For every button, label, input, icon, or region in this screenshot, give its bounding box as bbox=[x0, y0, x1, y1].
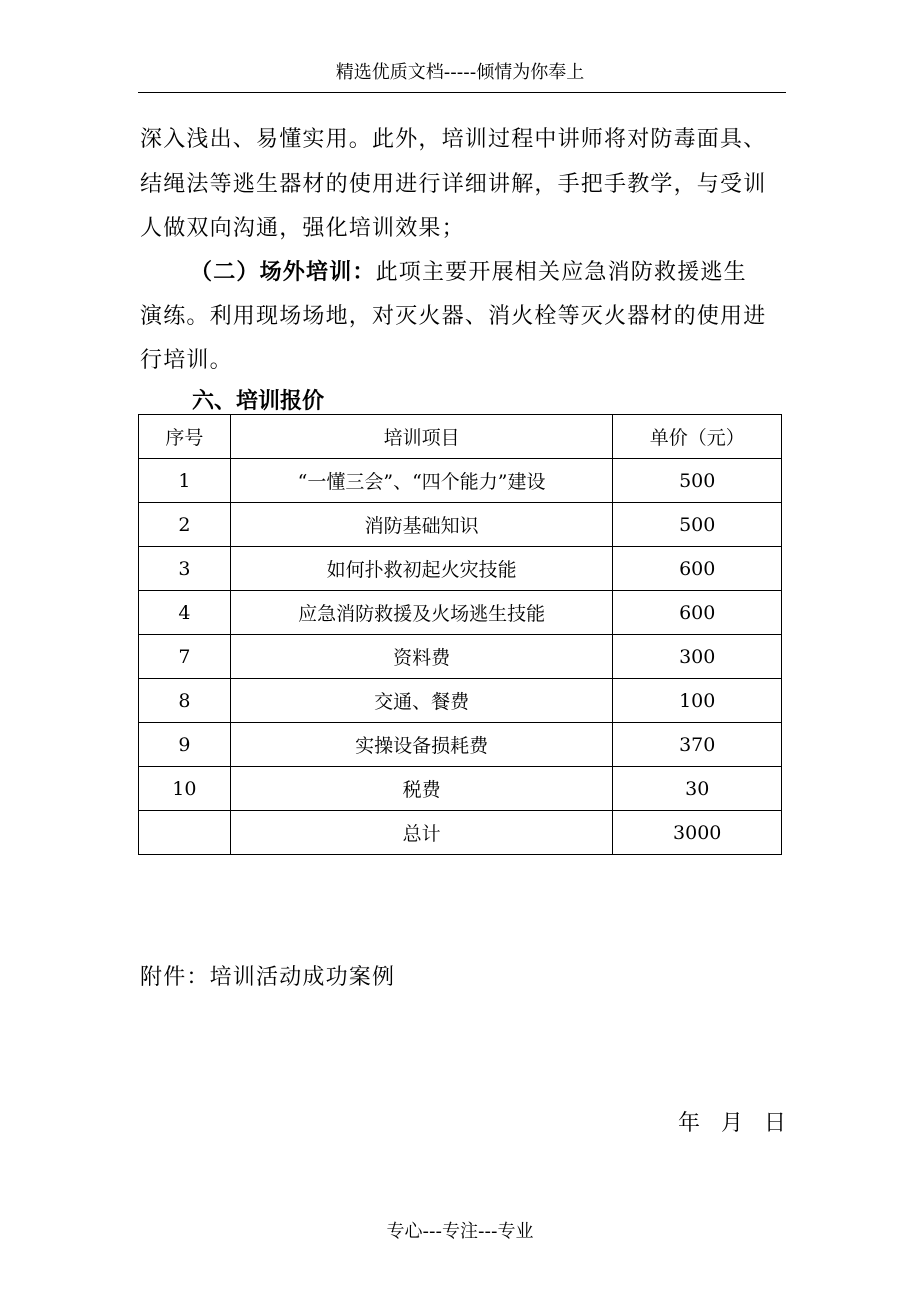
table-row bbox=[139, 635, 782, 679]
row-number: 8 bbox=[139, 679, 231, 723]
row-item: 交通、餐费 bbox=[230, 679, 613, 723]
row-item: 应急消防救援及火场逃生技能 bbox=[230, 591, 613, 635]
row-price: 30 bbox=[613, 767, 782, 811]
header-divider bbox=[138, 92, 786, 93]
paragraph-line-5: 演练。利用现场场地，对灭火器、消火栓等灭火器材的使用进 bbox=[140, 304, 767, 329]
row-price: 500 bbox=[613, 459, 782, 503]
table-total-row bbox=[139, 811, 782, 855]
table-row bbox=[139, 679, 782, 723]
paragraph-line-1: 深入浅出、易懂实用。此外，培训过程中讲师将对防毒面具、 bbox=[140, 127, 767, 152]
row-number: 7 bbox=[139, 635, 231, 679]
row-number: 2 bbox=[139, 503, 231, 547]
table-row bbox=[139, 547, 782, 591]
header-item: 培训项目 bbox=[230, 415, 613, 459]
subsection-heading-offsite-training: （二）场外培训： bbox=[190, 259, 376, 285]
row-item: “一懂三会”、“四个能力”建设 bbox=[230, 459, 613, 503]
paragraph-line-3: 人做双向沟通，强化培训效果； bbox=[140, 216, 465, 241]
row-number: 10 bbox=[139, 767, 231, 811]
table-header-row bbox=[139, 415, 782, 459]
row-price: 370 bbox=[613, 723, 782, 767]
table-row bbox=[139, 503, 782, 547]
section-title-pricing: 六、培训报价 bbox=[192, 389, 325, 414]
paragraph-line-4-text: 此项主要开展相关应急消防救援逃生 bbox=[375, 260, 747, 285]
pricing-table bbox=[138, 414, 782, 855]
page-footer: 专心---专注---专业 bbox=[386, 1221, 534, 1242]
total-empty-cell bbox=[139, 811, 231, 855]
row-price: 600 bbox=[613, 547, 782, 591]
header-number: 序号 bbox=[139, 415, 231, 459]
row-item: 税费 bbox=[230, 767, 613, 811]
row-price: 600 bbox=[613, 591, 782, 635]
paragraph-line-4 bbox=[190, 255, 840, 286]
row-price: 500 bbox=[613, 503, 782, 547]
date-line: 年 月 日 bbox=[678, 1111, 786, 1136]
table-row bbox=[139, 767, 782, 811]
paragraph-line-2: 结绳法等逃生器材的使用进行详细讲解，手把手教学，与受训 bbox=[140, 172, 767, 197]
row-number: 4 bbox=[139, 591, 231, 635]
paragraph-line-6: 行培训。 bbox=[140, 348, 233, 373]
table-row bbox=[139, 723, 782, 767]
row-item: 实操设备损耗费 bbox=[230, 723, 613, 767]
row-price: 100 bbox=[613, 679, 782, 723]
row-item: 资料费 bbox=[230, 635, 613, 679]
page-header: 精选优质文档-----倾情为你奉上 bbox=[335, 62, 585, 83]
row-item: 消防基础知识 bbox=[230, 503, 613, 547]
total-value: 3000 bbox=[613, 811, 782, 855]
row-number: 1 bbox=[139, 459, 231, 503]
row-number: 3 bbox=[139, 547, 231, 591]
row-price: 300 bbox=[613, 635, 782, 679]
row-number: 9 bbox=[139, 723, 231, 767]
row-item: 如何扑救初起火灾技能 bbox=[230, 547, 613, 591]
total-label: 总计 bbox=[230, 811, 613, 855]
header-price: 单价（元） bbox=[613, 415, 782, 459]
attachment-note: 附件：培训活动成功案例 bbox=[140, 965, 396, 990]
table-row bbox=[139, 459, 782, 503]
table-row bbox=[139, 591, 782, 635]
